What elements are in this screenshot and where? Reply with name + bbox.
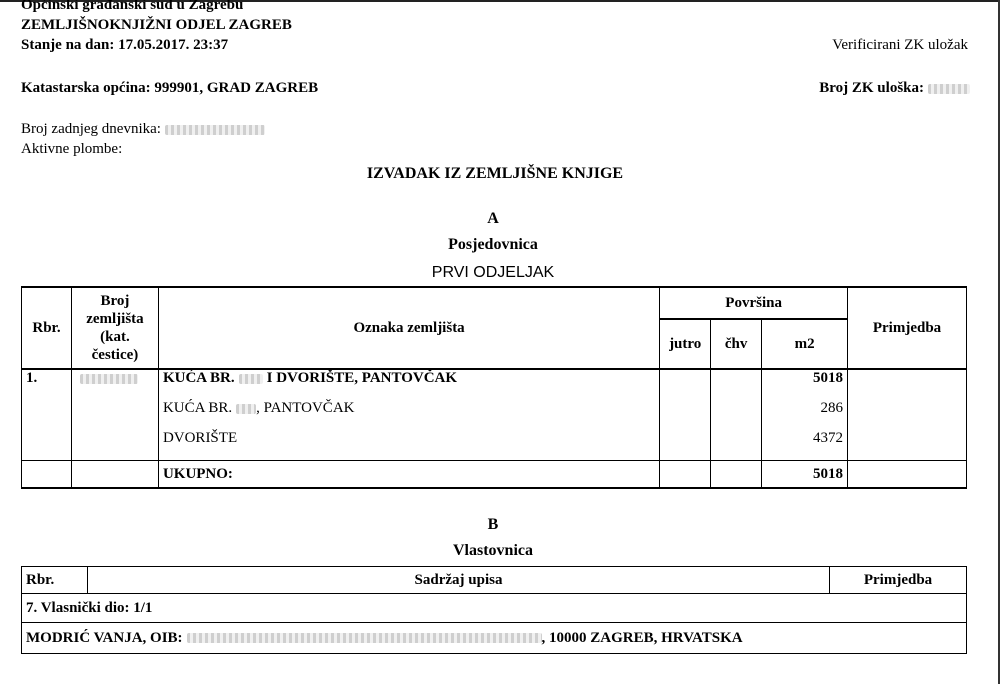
col-note: Primjedba <box>848 287 967 369</box>
department-name: ZEMLJIŠNOKNJIŽNI ODJEL ZAGREB <box>21 17 292 33</box>
status-date: Stanje na dan: 17.05.2017. 23:37 <box>21 37 229 53</box>
verified-label: Verificirani ZK uložak <box>832 37 968 53</box>
redacted-house-number <box>236 404 256 414</box>
folio-number <box>819 80 970 97</box>
col-b-content: Sadržaj upisa <box>87 567 829 594</box>
table-row <box>22 400 967 430</box>
ownership-share: 7. Vlasnički dio: 1/1 <box>22 594 967 623</box>
row-m2: 286 <box>762 400 848 430</box>
col-parcel: Broj zemljišta (kat. čestice) <box>71 287 158 369</box>
redacted-owner-details <box>187 633 542 643</box>
redacted-folio <box>928 84 970 94</box>
cadastre-label: Katastarska općina: 999901, GRAD ZAGREB <box>21 80 319 96</box>
section-b-name: Vlastovnica <box>453 542 533 559</box>
section-b-letter: B <box>487 516 499 533</box>
col-b-note: Primjedba <box>830 567 967 594</box>
table-row <box>22 430 967 461</box>
journal-label: Broj zadnjeg dnevnika: <box>21 121 161 137</box>
owner-address: , 10000 ZAGREB, HRVATSKA <box>541 629 743 646</box>
journal-number <box>21 121 265 138</box>
row-m2: 4372 <box>762 430 848 461</box>
court-name: Općinski građanski sud u Zagrebu <box>21 0 244 13</box>
ownership-table <box>21 566 967 654</box>
table-row <box>22 623 967 654</box>
redacted-parcel <box>80 374 138 384</box>
col-rbr: Rbr. <box>22 287 72 369</box>
total-row <box>22 461 967 489</box>
owner-entry <box>22 623 967 654</box>
possession-table <box>21 286 967 489</box>
row-m2: 5018 <box>762 369 848 400</box>
redacted-house-number <box>239 374 263 384</box>
section-a-subsection: PRVI ODJELJAK <box>431 264 555 281</box>
col-jutro: jutro <box>660 319 711 369</box>
row-rbr: 1. <box>22 369 72 400</box>
col-m2: m2 <box>762 319 848 369</box>
total-label: UKUPNO: <box>158 461 659 489</box>
section-a-name: Posjedovnica <box>448 236 538 253</box>
col-designation: Oznaka zemljišta <box>158 287 659 369</box>
owner-name: MODRIĆ VANJA, OIB: <box>26 629 183 646</box>
col-b-rbr: Rbr. <box>22 567 88 594</box>
col-chv: čhv <box>711 319 762 369</box>
row-designation: DVORIŠTE <box>158 430 659 461</box>
col-area: Površina <box>660 287 848 319</box>
row-designation: KUĆA BR. , PANTOVČAK <box>158 400 659 430</box>
section-a-letter: A <box>487 210 499 227</box>
row-parcel <box>71 369 158 400</box>
redacted-journal <box>165 125 265 135</box>
folio-label: Broj ZK uloška: <box>819 80 924 96</box>
document-title: IZVADAK IZ ZEMLJIŠNE KNJIGE <box>366 165 624 182</box>
table-row <box>22 594 967 623</box>
row-designation: KUĆA BR. I DVORIŠTE, PANTOVČAK <box>158 369 659 400</box>
total-m2: 5018 <box>762 461 848 489</box>
seals-label: Aktivne plombe: <box>21 141 123 157</box>
table-row <box>22 369 967 400</box>
